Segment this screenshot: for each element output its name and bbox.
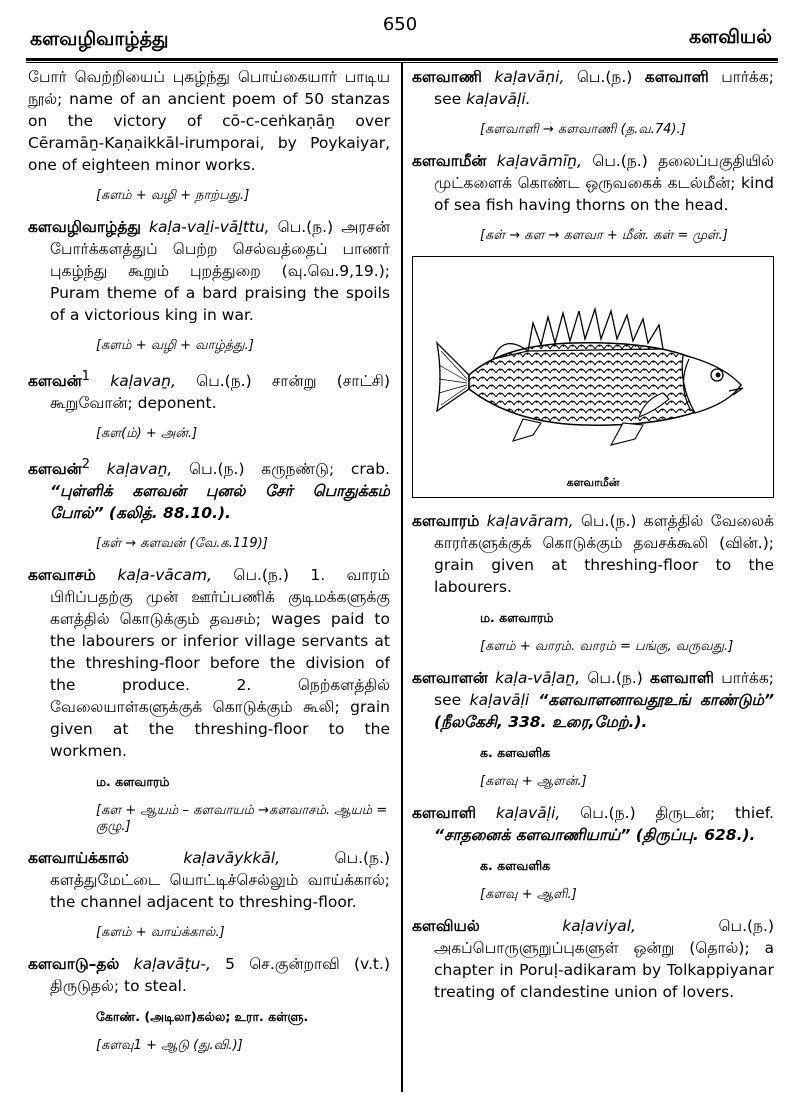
headword: களவாணி	[412, 68, 482, 86]
transliteration: kaḷa-vāḷaṉ,	[495, 669, 581, 687]
etymology: [களவு + ஆளி.]	[480, 887, 577, 902]
definition: 5 செ.குன்றாவி (v.t.) திருடுதல்; to steal.	[50, 955, 390, 996]
definition: பெ.(ந.) சான்று (சாட்சி) கூறுவோன்; deponent.	[50, 372, 390, 413]
headword: களவாசம்	[28, 566, 96, 585]
cross-reference-translit: kaḷavāḷi	[469, 691, 530, 709]
transliteration: kaḷavaṉ,	[106, 460, 173, 479]
page-header	[0, 0, 800, 60]
left-column	[28, 66, 390, 1066]
headword: களவாய்க்கால்	[28, 849, 129, 868]
etymology: [கள் → களவன் (வே.க.119)]	[96, 536, 268, 552]
transliteration: kaḷavāykkāl,	[183, 849, 281, 868]
definition: பெ.(ந.) 1. வாரம் பிரிப்பதற்கு முன் ஊர்ப்பணிக் குடிமக்களுக்கு களத்தில் கொடுக்கும் தவசம்; wages paid to the labourers or inferior village servants at the threshing-floor before the division of the produce. 2. நெற்களத்தில் வேலையாள்களுக்குக் கொடுக்கும் கூலி; grain given at the threshing-floor to the workmen.	[50, 566, 390, 761]
cognate: க. களவளிக	[480, 745, 551, 760]
headword: களவாளி	[412, 804, 476, 822]
fish-illustration	[412, 256, 774, 498]
dictionary-entry	[28, 564, 390, 762]
transliteration: kaḷa-vācam,	[117, 566, 212, 585]
entry-continuation	[28, 66, 390, 176]
definition: பெ.(ந.) களத்தில் வேலைக் காரர்களுக்குக் கொடுக்கும் தவசக்கூலி (வின்.); grain given at threshing-floor to the labourers.	[434, 512, 774, 596]
etymology: [கள + ஆயம் – களவாயம் →களவாசம். ஆயம் = குழு.]	[96, 803, 388, 835]
definition: பார்க்க; see	[434, 68, 774, 108]
headword: களவாரம்	[412, 512, 480, 530]
dictionary-entry	[412, 66, 774, 110]
definition: பெ.(ந.) தலைப்பகுதியில் முட்களைக் கொண்ட ஒருவகைக் கடல்மீன்; kind of sea fish having thorns on the head.	[434, 152, 774, 214]
dictionary-entry	[28, 953, 390, 997]
dictionary-entry	[412, 150, 774, 216]
etymology: [களம் + வழி + நாற்பது.]	[96, 188, 250, 203]
transliteration: kaḷavāṭu-,	[133, 955, 211, 974]
headword: களவியல்	[412, 917, 480, 935]
fish-head	[682, 355, 741, 413]
transliteration: kaḷavāṇi,	[494, 68, 565, 86]
cross-reference-translit: kaḷavāḷi.	[466, 90, 531, 108]
definition: பெ.(ந.) திருடன்; thief.	[560, 804, 774, 822]
tail-fin	[437, 343, 469, 411]
dictionary-entry	[412, 510, 774, 598]
definition: பெ.(ந.) கருநண்டு; crab.	[172, 460, 390, 479]
etymology: [களவு1 + ஆடு (து.வி.)]	[96, 1038, 243, 1054]
dictionary-entry	[412, 915, 774, 1003]
running-head-right: களவியல்	[689, 26, 772, 48]
transliteration: kaḷavāḷi,	[495, 804, 561, 822]
headword: களவன்	[28, 460, 82, 479]
pelvic-fin	[611, 423, 643, 445]
cognate: கோண். (அடிலா)கல்ல; உரா. கள்ளு.	[96, 1009, 309, 1025]
etymology: [களம் + வாய்க்கால்.]	[96, 925, 225, 941]
transliteration: kaḷavāram,	[486, 512, 574, 530]
dictionary-entry	[28, 366, 390, 414]
transliteration: kaḷavaṉ,	[110, 372, 176, 391]
page-number: 650	[382, 14, 418, 35]
headword: களவழிவாழ்த்து	[28, 218, 141, 236]
dictionary-entry	[412, 667, 774, 733]
column-divider	[401, 62, 403, 1092]
transliteration: kaḷavāmīṉ,	[496, 152, 582, 170]
homonym-number: 2	[81, 457, 90, 473]
headword: களவாளன்	[412, 669, 488, 687]
right-column	[412, 66, 774, 1003]
homonym-number: 1	[81, 369, 90, 384]
headword: களவாமீன்	[412, 152, 487, 170]
etymology: [களம் + வாரம். வாரம் = பங்கு, வருவது.]	[480, 639, 734, 654]
headword: களவன்	[28, 372, 82, 391]
dictionary-entry	[28, 847, 390, 913]
anal-fin	[513, 419, 541, 441]
citation-quote: “சாதனைக் களவாணியாய்” (திருப்பு. 628.).	[434, 826, 756, 844]
definition: பெ.(ந.) களத்துமேட்டை யொட்டிச்செல்லும் வாய்க்கால்; the channel adjacent to threshing-floor.	[50, 849, 390, 912]
cognate: க. களவளிக	[480, 858, 551, 873]
etymology: [களம் + வழி + வாழ்த்து.]	[96, 338, 254, 353]
cognate: ம. களவாரம்	[96, 774, 170, 790]
citation-quote: “புள்ளிக் களவன் புனல் சேர் பொதுக்கம் போல்” (கலித். 88.10.).	[50, 482, 390, 523]
definition: பெ.(ந.)	[580, 669, 651, 687]
dictionary-entry	[412, 802, 774, 846]
headword: களவாடு–தல்	[28, 955, 120, 974]
cross-reference: களவாளி	[650, 669, 715, 687]
definition: பெ.(ந.)	[564, 68, 645, 86]
transliteration: kaḷaviyal,	[562, 917, 636, 935]
transliteration: kaḷa-vaḻi-vāḻttu,	[148, 218, 270, 236]
definition: பெ.(ந.) அகப்பொருளுறுப்புகளுள் ஒன்று (தொல்); a chapter in Poruḷ-adikaram by Tolkappiyanar treating of clandestine union of lovers.	[434, 917, 774, 1001]
cognate: ம. களவாரம்	[480, 610, 554, 625]
etymology: [கள் → கள → களவா + மீன். கள் = முள்.]	[480, 228, 728, 243]
cross-reference: களவாளி	[644, 68, 709, 86]
definition: பார்க்க; see	[434, 669, 774, 709]
citation-quote: “களவாளனாவதூஉங் காண்டும்” (நீலகேசி, 338. உரை,மேற்.).	[434, 691, 774, 731]
etymology: [களவு + ஆளன்.]	[480, 774, 587, 789]
etymology: [களவாளி → களவாணி (த.வ.74).]	[480, 122, 686, 137]
fish-drawing	[433, 293, 753, 453]
definition: பெ.(ந.) அரசன் போர்க்களத்துப் பெற்ற செல்வத்தைப் பாணர் புகழ்ந்து கூறும் புறத்துறை (வு.வெ.9,19.); Puram theme of a bard praising the spoils of a victorious king in war.	[50, 218, 390, 324]
header-rule	[26, 58, 778, 61]
dictionary-entry	[28, 454, 390, 524]
figure-caption: களவாமீன்	[566, 476, 620, 489]
entry-text: போர் வெற்றியைப் புகழ்ந்து பொய்கையார் பாடிய நூல்; name of an ancient poem of 50 stanzas on the victory of cō-c-ceṅkaṇāṉ over Cēramāṉ-Kaṇaikkāl-irumporai, by Poykaiyar, one of eighteen minor works.	[28, 68, 390, 174]
running-head-left: களவழிவாழ்த்து	[30, 28, 169, 50]
dictionary-entry	[28, 216, 390, 326]
etymology: [கள(ம்) + அன்.]	[96, 426, 198, 442]
